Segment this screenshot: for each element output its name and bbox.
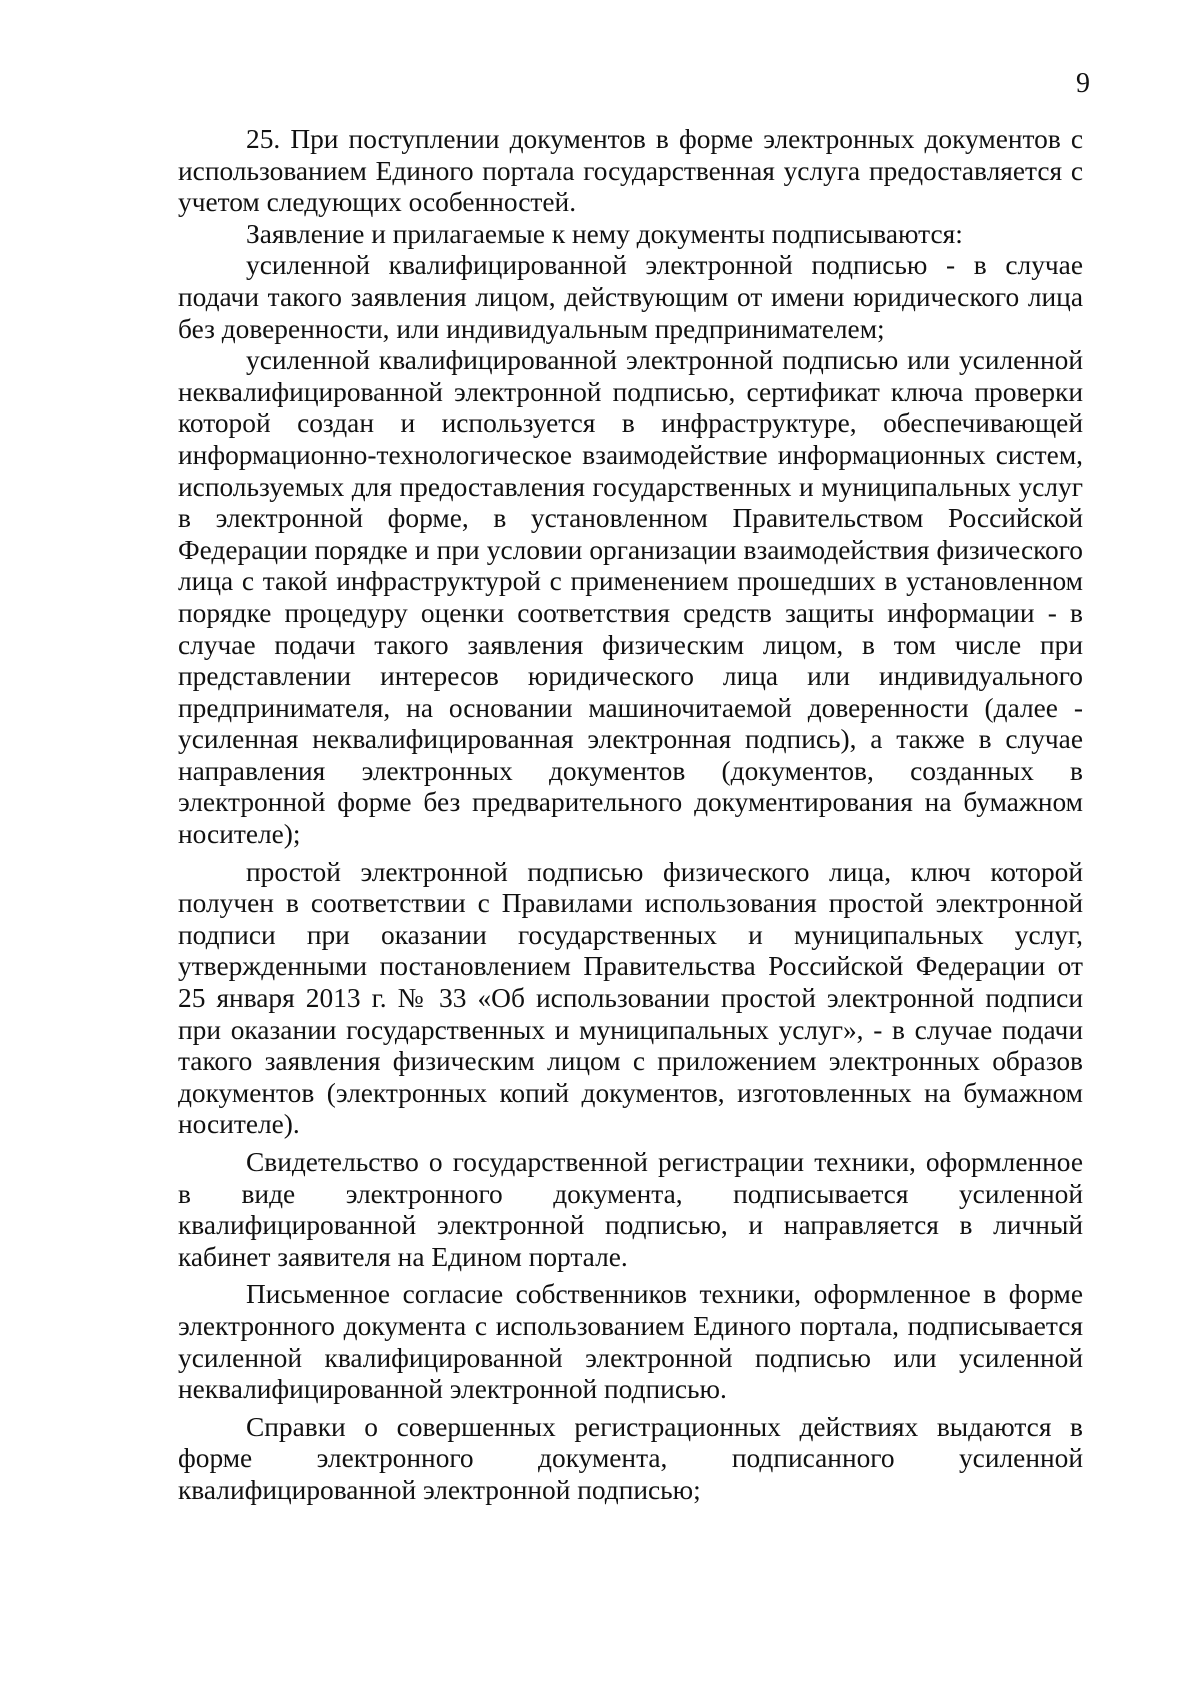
paragraph-qualified-signature: усиленной квалифицированной электронной подписью - в случае подачи такого заявления лицом, действующим от имени юридического лица без доверенности, или индивидуальным предпринимателем; <box>178 250 1083 344</box>
paragraph-registration-references: Справки о совершенных регистрационных действиях выдаются в форме электронного документа, подписанного усиленной квалифицированной электронной подписью; <box>178 1411 1083 1505</box>
paragraph-25-intro: 25. При поступлении документов в форме электронных документов с использованием Единого портала государственная услуга предоставляется с учетом следующих особенностей. <box>178 124 1083 218</box>
paragraph-signing-rules: Заявление и прилагаемые к нему документы подписываются: <box>246 218 963 249</box>
paragraph-unqualified-signature: усиленной квалифицированной электронной подписью или усиленной неквалифицированной электронной подписью, сертификат ключа проверки которой создан и используется в инфраструктуре, обеспечивающей информационно-технологическое взаимодействие информационных систем, используемых для предоставления государственных и муниципальных услуг в электронной форме, в установленном Правительством Российской Федерации порядке и при условии организации взаимодействия физического лица с такой инфраструктурой с применением прошедших в установленном порядке процедуру оценки соответствия средств защиты информации - в случае подачи такого заявления физическим лицом, в том числе при представлении интересов юридического лица или индивидуального предпринимателя, на основании машиночитаемой доверенности (далее - усиленная неквалифицированная электронная подпись), а также в случае направления электронных документов (документов, созданных в электронной форме без предварительного документирования на бумажном носителе); <box>178 345 1083 850</box>
document-body <box>178 124 1083 1507</box>
paragraph-owner-consent: Письменное согласие собственников техники, оформленное в форме электронного документа с использованием Единого портала, подписывается усиленной квалифицированной электронной подписью или усиленной неквалифицированной электронной подписью. <box>178 1279 1083 1405</box>
paragraph-registration-certificate: Свидетельство о государственной регистрации техники, оформленное в виде электронного документа, подписывается усиленной квалифицированной электронной подписью, и направляется в личный кабинет заявителя на Едином портале. <box>178 1147 1083 1272</box>
paragraph-simple-signature: простой электронной подписью физического лица, ключ которой получен в соответствии с Правилами использования простой электронной подписи при оказании государственных и муниципальных услуг, утвержденными постановлением Правительства Российской Федерации от 25 января 2013 г. № 33 «Об использовании простой электронной подписи при оказании государственных и муниципальных услуг», - в случае подачи такого заявления физическим лицом с приложением электронных образов документов (электронных копий документов, изготовленных на бумажном носителе). <box>178 856 1083 1140</box>
page-number: 9 <box>1076 68 1090 99</box>
